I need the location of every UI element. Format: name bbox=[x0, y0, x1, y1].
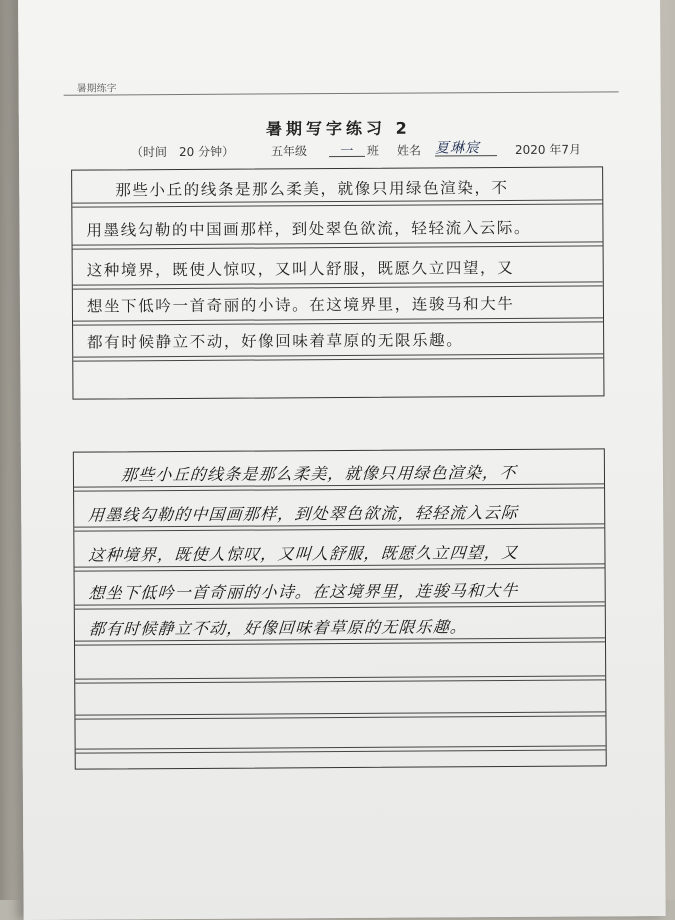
ruled-line bbox=[73, 321, 603, 325]
ruled-line bbox=[75, 715, 605, 719]
practice-text-line: 都有时候静立不动，好像回味着草原的无限乐趣。 bbox=[88, 617, 468, 639]
paper-sheet bbox=[18, 0, 666, 920]
ruled-line bbox=[76, 749, 606, 753]
ruled-line bbox=[75, 679, 605, 683]
page-title: 暑期写字练习 2 bbox=[265, 118, 411, 139]
practice-text-line: 那些小丘的线条是那么柔美，就像只用绿色渲染，不 bbox=[103, 462, 518, 485]
practice-writing-box bbox=[73, 448, 607, 769]
ruled-line bbox=[75, 641, 605, 645]
ruled-line bbox=[74, 487, 604, 491]
name-field: 夏琳宸 bbox=[435, 137, 497, 156]
time-info: （时间 20 分钟） bbox=[130, 144, 235, 160]
model-text-line: 那些小丘的线条是那么柔美，就像只用绿色渲染，不 bbox=[98, 179, 509, 200]
grade-prefix: 五年级 bbox=[270, 144, 308, 159]
ruled-line bbox=[72, 203, 602, 207]
class-suffix: 班 bbox=[366, 143, 380, 158]
ruled-line bbox=[75, 605, 605, 609]
ruled-line bbox=[73, 285, 603, 289]
ruled-line bbox=[73, 245, 603, 249]
header-label: 暑期练字 bbox=[76, 83, 117, 95]
name-label: 姓名 bbox=[396, 143, 422, 158]
model-text-line: 用墨线勾勒的中国画那样，到处翠色欲流，轻轻流入云际。 bbox=[86, 218, 532, 240]
grade-class-field: 一 bbox=[329, 140, 365, 157]
ruled-line bbox=[74, 527, 604, 531]
model-text-line: 这种境界，既使人惊叹，又叫人舒服，既愿久立四望，又 bbox=[86, 258, 515, 280]
practice-text-line: 这种境界，既使人惊叹，又叫人舒服，既愿久立四望，又 bbox=[87, 542, 519, 565]
practice-text-line: 想坐下低吟一首奇丽的小诗。在这境界里，连骏马和大牛 bbox=[88, 580, 520, 603]
practice-text-line: 用墨线勾勒的中国画那样，到处翠色欲流，轻轻流入云际 bbox=[87, 502, 519, 525]
date-info: 2020 年7月 bbox=[514, 142, 582, 157]
ruled-line bbox=[73, 357, 603, 361]
model-text-line: 都有时候静立不动，好像回味着草原的无限乐趣。 bbox=[87, 331, 464, 352]
header-rule bbox=[64, 91, 619, 95]
model-text-line: 想坐下低吟一首奇丽的小诗。在这境界里，连骏马和大牛 bbox=[86, 294, 515, 316]
model-text-box bbox=[71, 166, 604, 399]
ruled-line bbox=[75, 567, 605, 571]
